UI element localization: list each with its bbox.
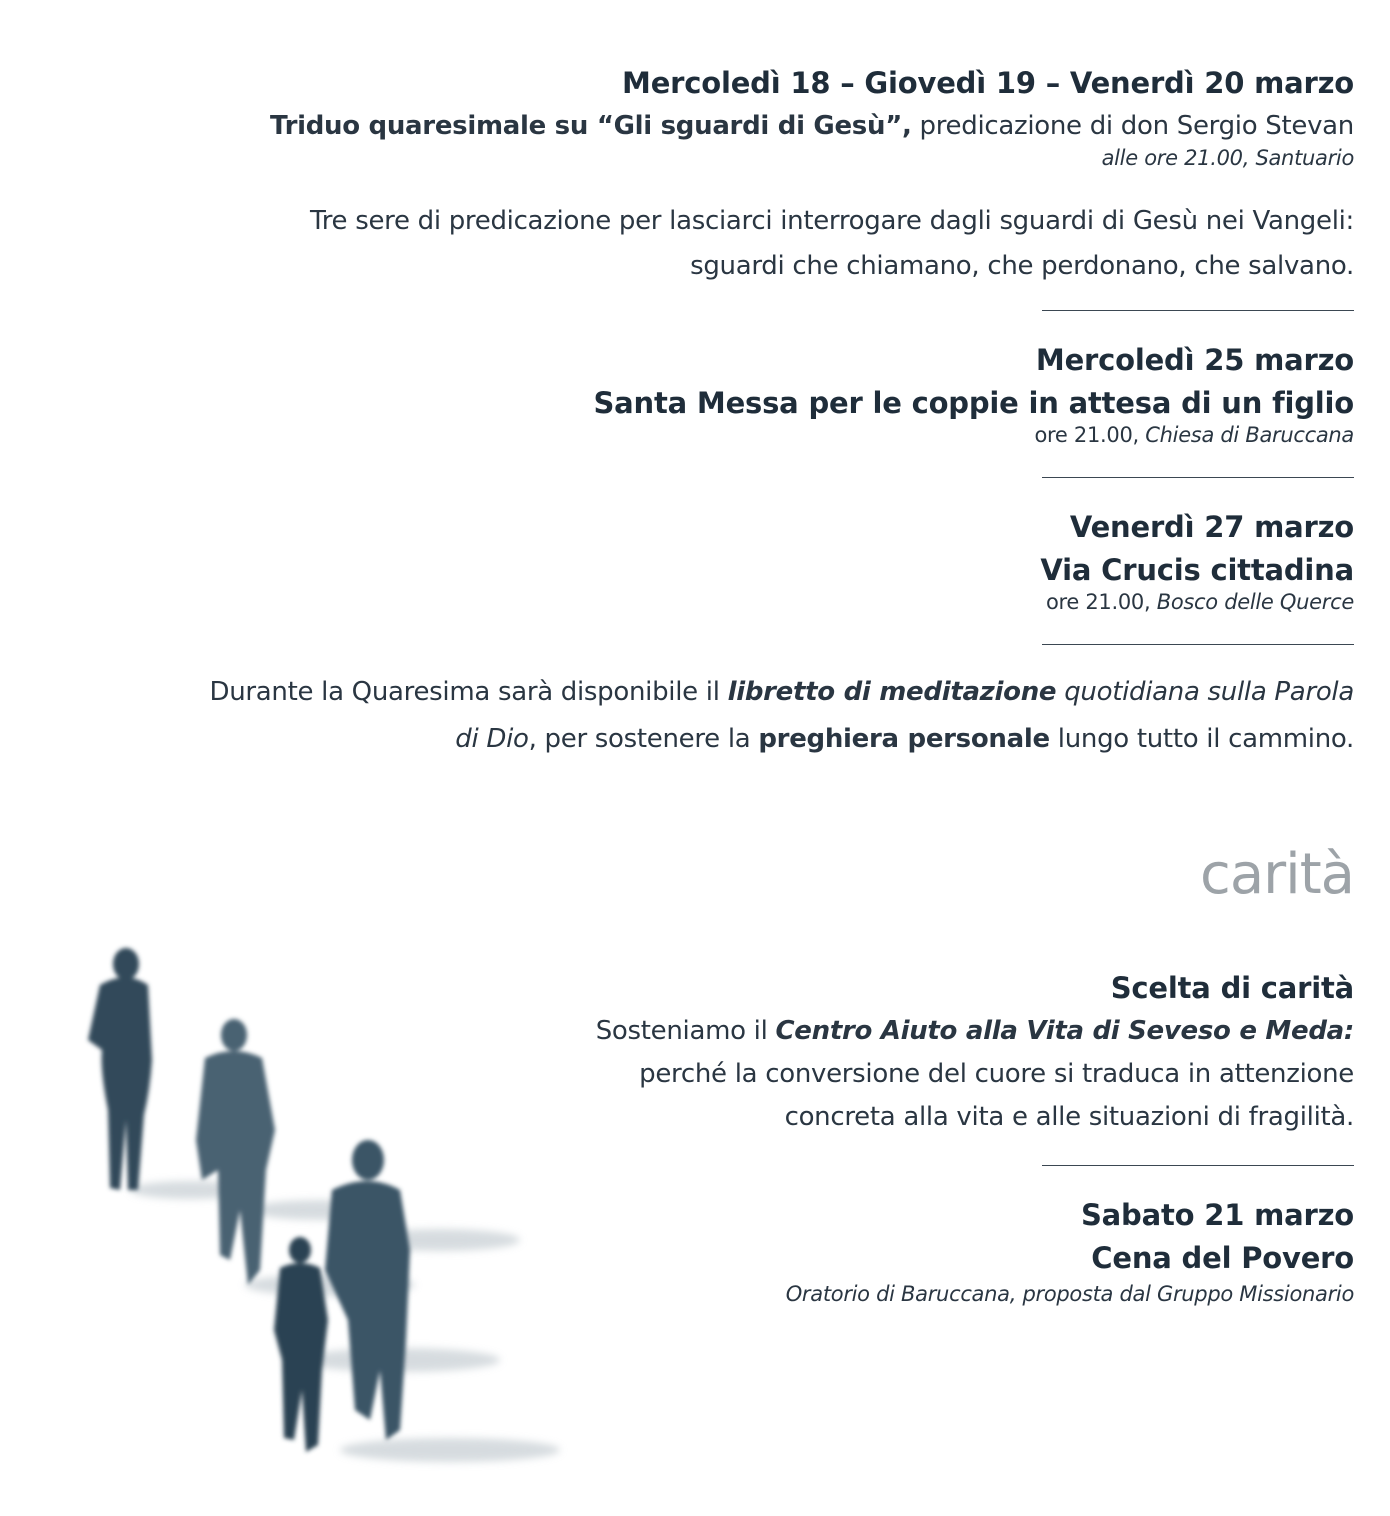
- event-date: Mercoledì 18 – Giovedì 19 – Venerdì 20 marzo: [622, 66, 1354, 100]
- divider: [1042, 310, 1354, 311]
- libretto-line: [114, 671, 1354, 714]
- libretto-text: Durante la Quaresima sarà disponibile il: [209, 677, 728, 707]
- event-date: Venerdì 27 marzo: [1069, 510, 1354, 544]
- libretto-text: lungo tutto il cammino.: [1049, 724, 1354, 754]
- event-place: Chiesa di Baruccana: [1145, 423, 1354, 447]
- divider: [1042, 477, 1354, 478]
- event-messa: [114, 339, 1354, 451]
- libretto-emphasis: preghiera personale: [758, 724, 1050, 754]
- event-desc-line: Tre sere di predicazione per lasciarci interrogare dagli sguardi di Gesù nei Vangeli:: [309, 206, 1354, 236]
- libretto-italic: quotidiana sulla Parola: [1056, 677, 1354, 707]
- event-time: ore 21.00,: [1034, 423, 1146, 447]
- event-title-bold: Triduo quaresimale su “Gli sguardi di Gesù”,: [269, 111, 912, 141]
- event-time-place: [114, 586, 1354, 618]
- event-date: Sabato 21 marzo: [1080, 1198, 1354, 1232]
- event-time: ore 21.00,: [1045, 590, 1157, 614]
- carita-text: Sosteniamo il: [595, 1016, 776, 1046]
- libretto-line: [114, 718, 1354, 761]
- carita-line: perché la conversione del cuore si traduca in attenzione: [639, 1059, 1354, 1089]
- event-via-crucis: [114, 506, 1354, 618]
- event-triduo: [114, 62, 1354, 288]
- event-date: Mercoledì 25 marzo: [1035, 343, 1354, 377]
- carita-emphasis: Centro Aiuto alla Vita di Seveso e Meda:: [775, 1016, 1354, 1046]
- libretto-italic: di Dio: [455, 724, 529, 754]
- libretto-emphasis: libretto di meditazione: [727, 677, 1057, 707]
- event-title: Via Crucis cittadina: [1040, 553, 1354, 587]
- event-time-place-text: alle ore 21.00, Santuario: [1101, 146, 1354, 170]
- walking-people-watercolor-icon: [70, 940, 580, 1500]
- event-title-rest: predicazione di don Sergio Stevan: [911, 111, 1354, 141]
- event-title: Cena del Povero: [1091, 1241, 1354, 1275]
- event-title: Santa Messa per le coppie in attesa di un figlio: [593, 386, 1354, 420]
- libretto-note: [114, 671, 1354, 761]
- divider: [1042, 1165, 1354, 1166]
- event-desc-line: sguardi che chiamano, che perdonano, che salvano.: [690, 251, 1354, 281]
- event-place: Bosco delle Querce: [1156, 590, 1354, 614]
- divider: [1042, 644, 1354, 645]
- section-title-carita: carità: [1200, 842, 1354, 907]
- event-place-text: Oratorio di Baruccana, proposta dal Gruppo Missionario: [785, 1282, 1354, 1306]
- carita-line: concreta alla vita e alle situazioni di fragilità.: [784, 1102, 1354, 1132]
- carita-title: Scelta di carità: [1110, 971, 1354, 1005]
- libretto-text: , per sostenere la: [528, 724, 759, 754]
